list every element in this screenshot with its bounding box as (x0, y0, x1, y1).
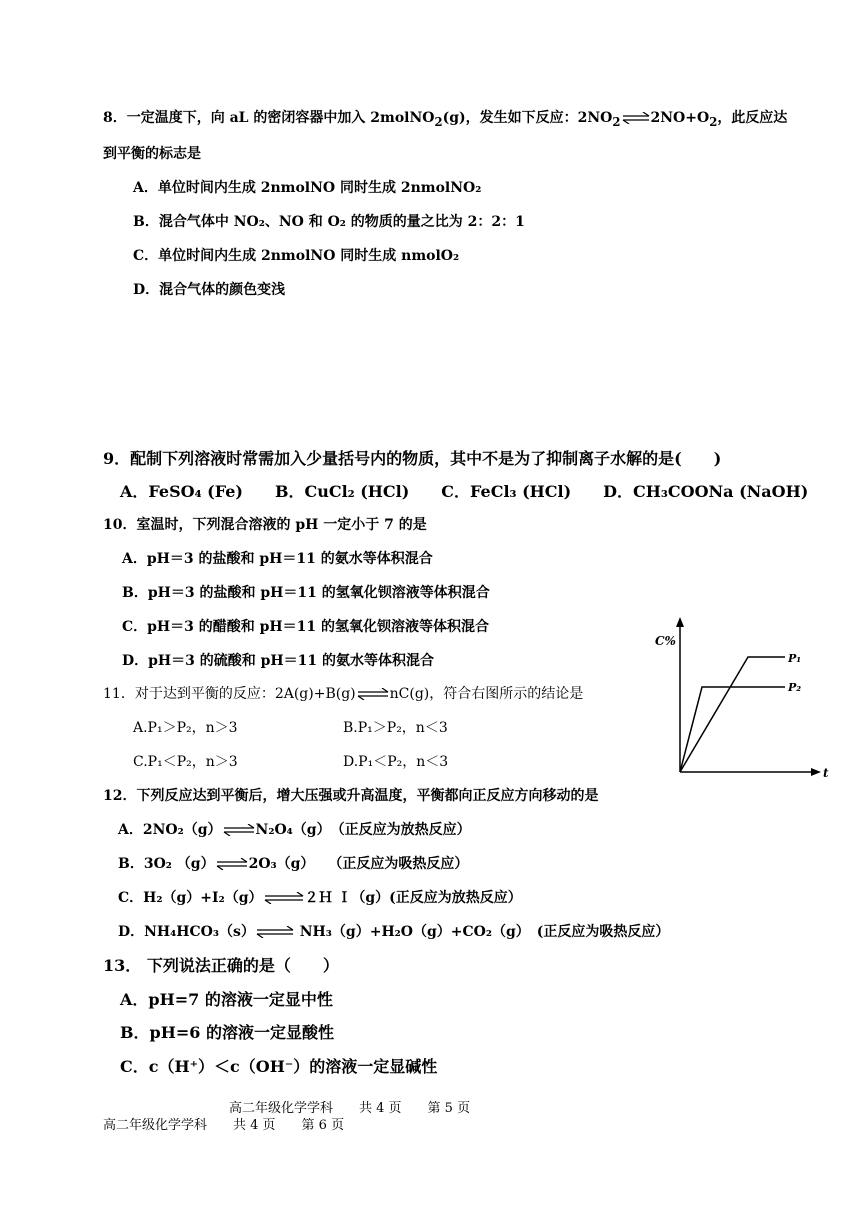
q8-option-a: A．单位时间内生成 2nmolNO 同时生成 2nmolNO₂ (133, 180, 482, 196)
q11-option-a: A.P₁＞P₂，n＞3 (133, 720, 238, 736)
q12-option-a-text-2: N₂O₄（g） （正反应为放热反应） (255, 822, 471, 838)
q13-option-c: C．c（H⁺）＜c（OH⁻）的溶液一定显碱性 (120, 1057, 438, 1076)
q8-stem-text-2: (g)，发生如下反应：2NO (442, 110, 613, 126)
series-line-p2 (680, 687, 785, 772)
q12-option-c-text-2: ２Ｈ Ｉ（g）(正反应为放热反应） (304, 890, 522, 906)
q10-option-a: A．pH＝3 的盐酸和 pH＝11 的氨水等体积混合 (122, 551, 433, 567)
q11-option-b: B.P₁＞P₂，n＜3 (343, 720, 448, 736)
equilibrium-arrow-icon (215, 858, 249, 870)
page-footer-2: 高二年级化学学科 共 4 页 第 6 页 (103, 1118, 345, 1133)
q12-option-c-text: C．H₂（g）+I₂（g） (118, 890, 263, 906)
concentration-time-graph (645, 615, 835, 785)
series-line-p1 (680, 657, 785, 772)
equilibrium-arrow-icon (222, 824, 256, 836)
q12-option-b-text-2: 2O₃（g） （正反应为吸热反应） (248, 856, 469, 872)
series-label-p1: P₁ (788, 652, 802, 665)
q10-option-c: C．pH＝3 的醋酸和 pH＝11 的氢氧化钡溶液等体积混合 (122, 619, 490, 635)
q13-option-a: A．pH=7 的溶液一定显中性 (120, 990, 333, 1009)
series-label-p2: P₂ (788, 681, 802, 694)
equilibrium-arrow-icon (263, 892, 305, 904)
q8-option-b: B．混合气体中 NO₂、NO 和 O₂ 的物质的量之比为 2：2：1 (133, 214, 525, 230)
q8-stem-text-4: ，此反应达 (717, 110, 788, 126)
q12-option-c (118, 888, 522, 908)
x-axis-arrow-icon (811, 768, 821, 776)
q9-options: A．FeSO₄ (Fe) B．CuCl₂ (HCl) C．FeCl₃ (HCl) D．CH₃COONa (NaOH) (120, 482, 809, 501)
q8-option-c: C．单位时间内生成 2nmolNO 同时生成 nmolO₂ (133, 248, 460, 264)
q8-stem-sub: 2 (434, 114, 443, 129)
equilibrium-arrow-icon (356, 688, 390, 700)
q12-option-a (118, 820, 471, 840)
q11-option-c: C.P₁＜P₂，n＞3 (133, 754, 238, 770)
q10-option-d: D．pH＝3 的硫酸和 pH＝11 的氨水等体积混合 (122, 653, 435, 669)
q8-option-d: D．混合气体的颜色变浅 (133, 282, 286, 298)
q8-stem (103, 108, 787, 132)
equilibrium-arrow-icon (621, 112, 651, 124)
q12-option-d-text: D．NH₄HCO₃（s） (118, 924, 255, 940)
q11-option-d: D.P₁＜P₂，n＜3 (343, 754, 449, 770)
q9-stem: 9．配制下列溶液时常需加入少量括号内的物质，其中不是为了抑制离子水解的是( ) (103, 449, 722, 468)
q8-stem-sub-3: 2 (709, 114, 718, 129)
q8-stem-text-3: 2NO+O (650, 110, 710, 126)
q13-option-b: B．pH=6 的溶液一定显酸性 (120, 1023, 334, 1042)
q8-stem-sub-2: 2 (612, 114, 621, 129)
x-axis-label: t (823, 766, 829, 780)
q10-stem: 10．室温时，下列混合溶液的 pH 一定小于 7 的是 (103, 517, 427, 533)
q12-option-b-text: B．3O₂ （g） (118, 856, 215, 872)
y-axis-arrow-icon (676, 617, 684, 627)
q12-option-d-text-2: NH₃（g）+H₂O（g）+CO₂（g） (正反应为吸热反应） (294, 924, 670, 940)
q11-stem-text-2: nC(g)，符合右图所示的结论是 (389, 686, 584, 702)
q12-stem: 12．下列反应达到平衡后，增大压强或升高温度，平衡都向正反应方向移动的是 (103, 788, 599, 804)
equilibrium-arrow-icon (255, 926, 295, 938)
q13-stem: 13． 下列说法正确的是（ ） (103, 956, 339, 975)
q10-option-b: B．pH＝3 的盐酸和 pH＝11 的氢氧化钡溶液等体积混合 (122, 585, 490, 601)
q12-option-b (118, 854, 468, 874)
q12-option-a-text: A．2NO₂（g） (118, 822, 222, 838)
q8-stem-line2: 到平衡的标志是 (103, 146, 201, 162)
q8-stem-text: 8．一定温度下，向 aL 的密闭容器中加入 2molNO (103, 110, 435, 126)
page-footer-1: 高二年级化学学科 共 4 页 第 5 页 (229, 1101, 471, 1116)
y-axis-label: C% (655, 634, 676, 648)
q12-option-d (118, 922, 669, 942)
q11-stem-text: 11．对于达到平衡的反应：2A(g)+B(g) (103, 686, 356, 702)
q11-stem (103, 684, 583, 704)
